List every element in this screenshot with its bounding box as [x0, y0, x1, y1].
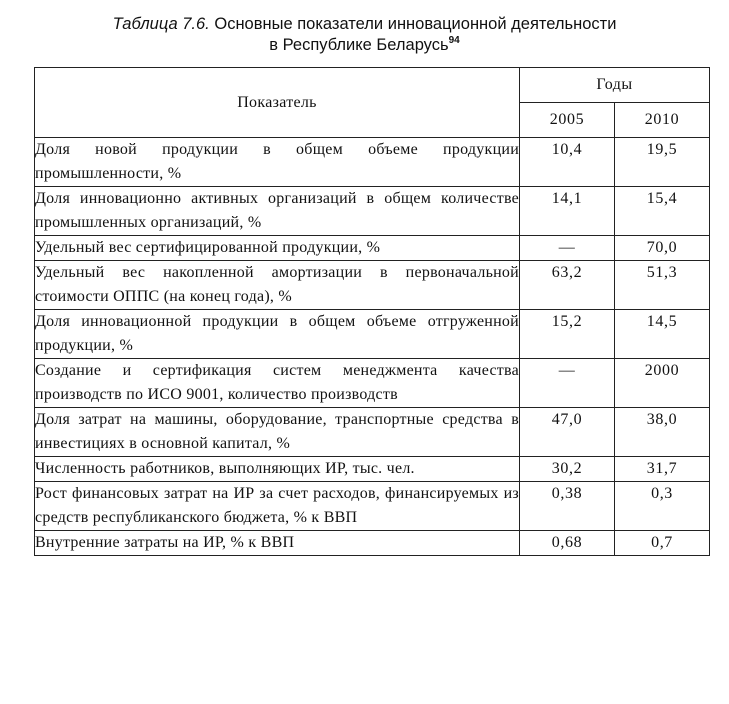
table-header [35, 68, 710, 138]
indicator-cell: Удельный вес сертифицированной продукции, % [35, 236, 520, 261]
value-2005-cell: 30,2 [520, 457, 615, 482]
value-2005-cell: 47,0 [520, 408, 615, 457]
value-2005-cell: — [520, 236, 615, 261]
header-row-top [35, 68, 710, 103]
indicator-cell: Доля инновационной продукции в общем объеме отгруженной продукции, % [35, 310, 520, 359]
value-2010-cell: 0,7 [615, 531, 710, 556]
indicator-cell: Рост финансовых затрат на ИР за счет расходов, финансируемых из средств республиканского бюджета, % к ВВП [35, 482, 520, 531]
caption-line-2 [0, 35, 729, 56]
value-2010-cell: 70,0 [615, 236, 710, 261]
table-row [35, 457, 710, 482]
value-2010-cell: 51,3 [615, 261, 710, 310]
value-2010-cell: 31,7 [615, 457, 710, 482]
value-2005-cell: 63,2 [520, 261, 615, 310]
indicator-cell: Удельный вес накопленной амортизации в первоначальной стоимости ОППС (на конец года), % [35, 261, 520, 310]
years-group-header: Годы [520, 68, 710, 103]
value-2005-cell: — [520, 359, 615, 408]
value-2005-cell: 10,4 [520, 138, 615, 187]
indicators-table [34, 67, 710, 556]
caption-line-1 [0, 14, 729, 35]
indicator-cell: Доля новой продукции в общем объеме продукции промышленности, % [35, 138, 520, 187]
year-2005-header: 2005 [520, 103, 615, 138]
value-2005-cell: 14,1 [520, 187, 615, 236]
value-2010-cell: 2000 [615, 359, 710, 408]
year-2010-header: 2010 [615, 103, 710, 138]
table-row [35, 187, 710, 236]
indicator-cell: Доля затрат на машины, оборудование, транспортные средства в инвестициях в основной капитал, % [35, 408, 520, 457]
table-row [35, 236, 710, 261]
table-row [35, 359, 710, 408]
table-row [35, 261, 710, 310]
indicator-cell: Численность работников, выполняющих ИР, тыс. чел. [35, 457, 520, 482]
value-2005-cell: 15,2 [520, 310, 615, 359]
indicator-cell: Создание и сертификация систем менеджмента качества производств по ИСО 9001, количество производств [35, 359, 520, 408]
value-2010-cell: 19,5 [615, 138, 710, 187]
value-2005-cell: 0,38 [520, 482, 615, 531]
value-2010-cell: 38,0 [615, 408, 710, 457]
table-row [35, 531, 710, 556]
value-2005-cell: 0,68 [520, 531, 615, 556]
table-caption [0, 14, 729, 56]
table-title-part-1: Основные показатели инновационной деятельности [214, 15, 617, 33]
value-2010-cell: 15,4 [615, 187, 710, 236]
table-row [35, 482, 710, 531]
indicator-cell: Доля инновационно активных организаций в общем количестве промышленных организаций, % [35, 187, 520, 236]
table-row [35, 138, 710, 187]
value-2010-cell: 14,5 [615, 310, 710, 359]
value-2010-cell: 0,3 [615, 482, 710, 531]
indicator-column-header: Показатель [35, 68, 520, 138]
footnote-reference: 94 [448, 35, 460, 46]
indicator-cell: Внутренние затраты на ИР, % к ВВП [35, 531, 520, 556]
table-row [35, 310, 710, 359]
table-body [35, 138, 710, 556]
table-row [35, 408, 710, 457]
table-number: Таблица 7.6. [112, 15, 210, 33]
table-title-part-2: в Республике Беларусь [269, 36, 449, 54]
